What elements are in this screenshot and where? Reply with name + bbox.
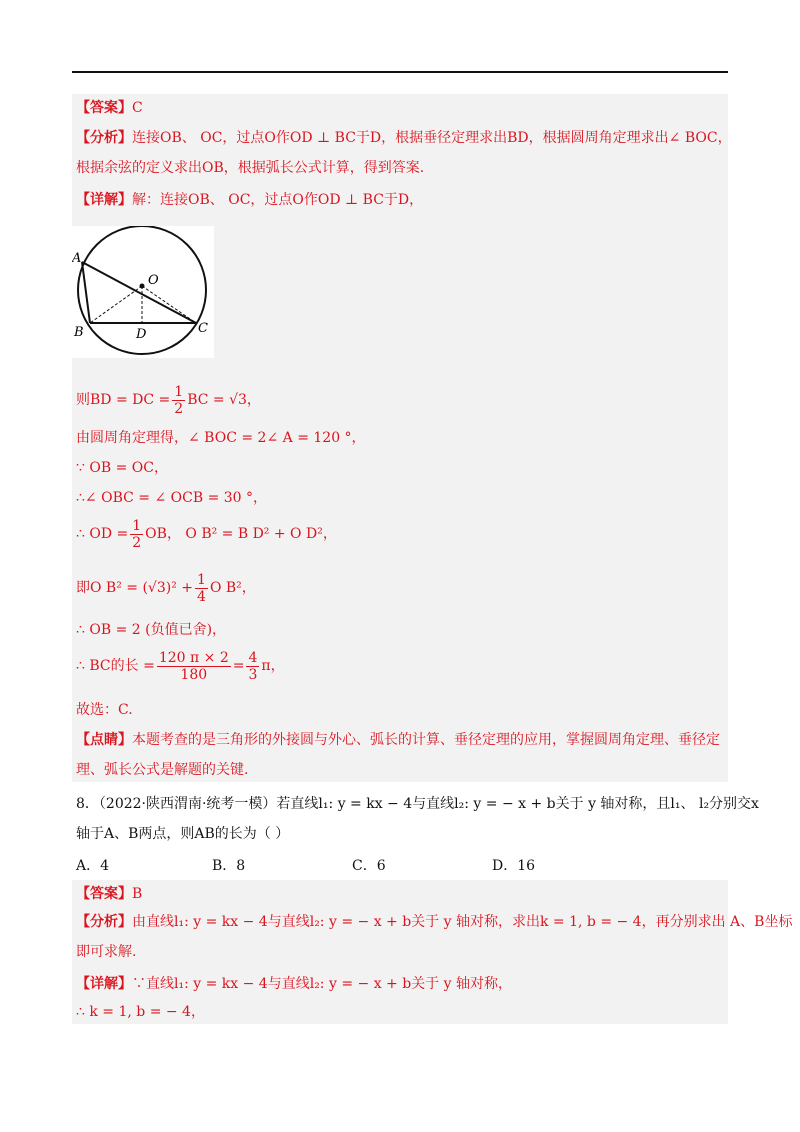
answer-value: B [132, 886, 143, 902]
step5-mid: OB， O B² = B D² + O D²， [145, 526, 337, 542]
step6-suffix: O B²， [209, 580, 256, 596]
label-D: D [136, 327, 147, 342]
comment-tag: 【点睛】 [76, 732, 132, 748]
center-point [140, 284, 145, 289]
detail-tag: 【详解】 [76, 976, 132, 992]
fraction-num: 1 [197, 571, 206, 588]
answer-value: C [132, 100, 143, 116]
label-A: A [72, 251, 82, 266]
q8-answer [76, 884, 142, 904]
fraction-half-2 [130, 518, 143, 551]
fraction-four-thirds [246, 650, 259, 683]
fraction-den: 180 [180, 666, 208, 683]
fraction-den: 4 [197, 588, 206, 605]
q8-stem-2: 轴于A、B两点，则AB的长为（ ） [76, 826, 290, 842]
q8-detail-2: ∴ k = 1, b = − 4， [76, 1004, 205, 1020]
q7-step-5 [76, 516, 337, 552]
analysis-text: 连接OB、 OC，过点O作OD ⊥ BC于D，根据垂径定理求出BD，根据圆周角定理求出∠ BOC， [132, 130, 732, 146]
q7-step-4: ∴∠ OBC = ∠ OCB = 30 °， [76, 490, 268, 506]
step8-prefix: ∴ BC的长 = [76, 658, 155, 674]
q7-analysis-2: 根据余弦的定义求出OB，根据弧长公式计算，得到答案. [76, 160, 425, 176]
q7-step-9: 故选：C. [76, 702, 133, 718]
detail-tag: 【详解】 [76, 192, 132, 208]
q8-detail-1 [76, 974, 512, 994]
q8-option-a: A．4 [76, 858, 110, 874]
q7-step-1 [76, 382, 261, 418]
q8-analysis-2: 即可求解. [76, 944, 137, 960]
q8-option-d: D．16 [492, 858, 536, 874]
q7-step-3: ∵ OB = OC， [76, 460, 168, 476]
step1-prefix: 则BD = DC = [76, 392, 171, 408]
q7-step-7: ∴ OB = 2 (负值已舍)， [76, 622, 227, 638]
step1-suffix: BC = √3， [187, 392, 261, 408]
step8-eq: = [232, 658, 245, 674]
step5-prefix: ∴ OD = [76, 526, 129, 542]
fraction-arc [157, 650, 231, 683]
q7-answer [76, 98, 143, 118]
comment-text: 本题考查的是三角形的外接圆与外心、弧长的计算、垂径定理的应用，掌握圆周角定理、垂径定 [132, 732, 720, 748]
fraction-den: 2 [132, 534, 142, 551]
answer-tag: 【答案】 [76, 886, 132, 902]
q7-detail-1 [76, 190, 423, 210]
analysis-tag: 【分析】 [76, 914, 132, 930]
q7-comment-2: 理、弧长公式是解题的关键. [76, 762, 249, 778]
circle-figure [72, 226, 214, 358]
answer-tag: 【答案】 [76, 100, 132, 116]
fraction-num: 120 π × 2 [158, 649, 229, 666]
fraction-den: 3 [248, 666, 258, 683]
fraction-half [172, 384, 185, 417]
q8-option-c: C．6 [352, 858, 386, 874]
detail-text: ∵直线l₁: y = kx − 4与直线l₂: y = − x + b关于 y 轴对称， [132, 976, 512, 992]
step8-suffix: π， [261, 658, 285, 674]
analysis-tag: 【分析】 [76, 130, 132, 146]
analysis-text: 由直线l₁: y = kx − 4与直线l₂: y = − x + b关于 y 轴对称，求出k = 1, b = − 4，再分别求出 A、B坐标 [132, 914, 793, 930]
fraction-num: 4 [248, 649, 258, 666]
fraction-den: 2 [174, 400, 184, 417]
fraction-num: 1 [174, 383, 184, 400]
detail-text: 解：连接OB、 OC，过点O作OD ⊥ BC于D， [132, 192, 424, 208]
header-rule [72, 71, 728, 73]
step6-prefix: 即O B² = (√3)² + [76, 580, 194, 596]
q7-step-8 [76, 648, 285, 684]
q7-step-6 [76, 570, 256, 606]
label-B: B [74, 325, 84, 340]
label-C: C [198, 321, 208, 336]
q7-analysis-1 [76, 128, 732, 148]
q8-option-b: B．8 [212, 858, 246, 874]
q8-stem-1: 8．（2022·陕西渭南·统考一模）若直线l₁: y = kx − 4与直线l₂: y = − x + b关于 y 轴对称，且l₁、 l₂分别交x [76, 796, 759, 812]
fraction-num: 1 [132, 517, 142, 534]
q8-analysis-1 [76, 912, 792, 932]
q7-comment-1 [76, 730, 720, 750]
fraction-quarter [195, 572, 208, 605]
label-O: O [148, 273, 159, 288]
q7-step-2: 由圆周角定理得，∠ BOC = 2∠ A = 120 °， [76, 430, 366, 446]
